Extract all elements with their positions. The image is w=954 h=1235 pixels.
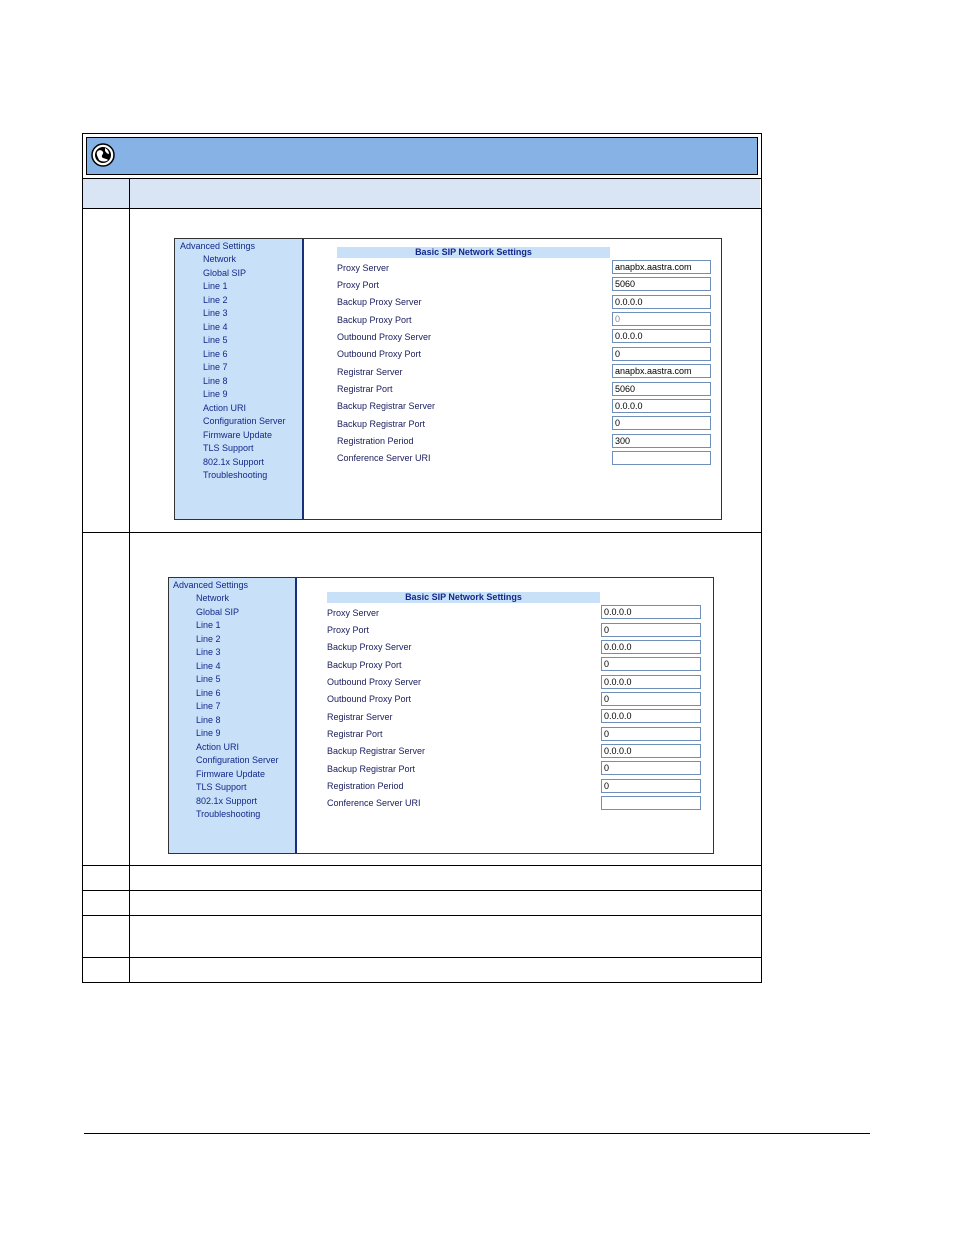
backup-registrar-server-label: Backup Registrar Server [327,746,426,756]
globe-icon [91,143,115,167]
page-footer-rule [84,1133,870,1134]
outbound-proxy-port-label: Outbound Proxy Port [327,694,412,704]
sidebar-item-action-uri[interactable]: Action URI [203,403,247,413]
proxy-port-label: Proxy Port [327,625,370,635]
sidebar-item-line-8[interactable]: Line 8 [203,376,228,386]
backup-registrar-server-label: Backup Registrar Server [337,401,436,411]
backup-registrar-server-input[interactable]: 0.0.0.0 [612,399,711,413]
outbound-proxy-port-label: Outbound Proxy Port [337,349,422,359]
backup-proxy-server-input[interactable]: 0.0.0.0 [612,295,711,309]
sidebar-item-firmware-update[interactable]: Firmware Update [196,769,266,779]
sidebar-item-line-3[interactable]: Line 3 [196,647,221,657]
proxy-port-input[interactable]: 5060 [612,277,711,291]
registrar-port-input[interactable]: 0 [601,727,701,741]
registrar-server-label: Registrar Server [337,367,403,377]
sidebar-item-action-uri[interactable]: Action URI [196,742,240,752]
conference-server-uri-label: Conference Server URI [327,798,421,808]
backup-registrar-port-input[interactable]: 0 [612,416,711,430]
settings-screenshot-2 [168,577,714,854]
registration-period-label: Registration Period [337,436,414,446]
outbound-proxy-server-label: Outbound Proxy Server [327,677,422,687]
sidebar-nav [175,239,304,519]
backup-proxy-port-label: Backup Proxy Port [327,660,402,670]
backup-proxy-server-input[interactable]: 0.0.0.0 [601,640,701,654]
sidebar-nav [169,578,297,853]
row-divider [82,208,761,209]
backup-registrar-server-input[interactable]: 0.0.0.0 [601,744,701,758]
outbound-proxy-port-input[interactable]: 0 [612,347,711,361]
sidebar-item-line-9[interactable]: Line 9 [203,389,228,399]
proxy-server-label: Proxy Server [337,263,390,273]
registrar-server-input[interactable]: 0.0.0.0 [601,709,701,723]
proxy-server-label: Proxy Server [327,608,380,618]
row-divider [82,532,761,533]
backup-proxy-port-label: Backup Proxy Port [337,315,412,325]
backup-proxy-port-input[interactable]: 0 [612,312,711,326]
sidebar-item-global-sip[interactable]: Global SIP [203,268,247,278]
table-header-band [86,137,758,175]
conference-server-uri-label: Conference Server URI [337,453,431,463]
sidebar-item-line-2[interactable]: Line 2 [203,295,228,305]
conference-server-uri-input[interactable] [601,796,701,810]
sidebar-item-line-5[interactable]: Line 5 [196,674,221,684]
row-divider [82,890,761,891]
sidebar-item-802-1x-support[interactable]: 802.1x Support [196,796,258,806]
sidebar-item-line-8[interactable]: Line 8 [196,715,221,725]
sidebar-item-line-6[interactable]: Line 6 [196,688,221,698]
sidebar-item-line-1[interactable]: Line 1 [196,620,221,630]
sidebar-item-global-sip[interactable]: Global SIP [196,607,240,617]
registration-period-label: Registration Period [327,781,404,791]
sidebar-item-line-4[interactable]: Line 4 [203,322,228,332]
sidebar-item-line-7[interactable]: Line 7 [196,701,221,711]
registration-period-input[interactable]: 0 [601,779,701,793]
sidebar-item-tls-support[interactable]: TLS Support [196,782,247,792]
backup-registrar-port-input[interactable]: 0 [601,761,701,775]
outbound-proxy-server-input[interactable]: 0.0.0.0 [601,675,701,689]
sidebar-item-troubleshooting[interactable]: Troubleshooting [196,809,261,819]
section-title: Basic SIP Network Settings [337,247,610,258]
proxy-port-input[interactable]: 0 [601,623,701,637]
sidebar-item-line-1[interactable]: Line 1 [203,281,228,291]
sidebar-item-configuration-server[interactable]: Configuration Server [196,755,279,765]
sidebar-item-line-6[interactable]: Line 6 [203,349,228,359]
proxy-port-label: Proxy Port [337,280,380,290]
sidebar-title[interactable]: Advanced Settings [180,241,256,251]
settings-screenshot-1 [174,238,722,520]
outbound-proxy-server-label: Outbound Proxy Server [337,332,432,342]
backup-proxy-port-input[interactable]: 0 [601,657,701,671]
sidebar-item-network[interactable]: Network [203,254,237,264]
registration-period-input[interactable]: 300 [612,434,711,448]
outbound-proxy-port-input[interactable]: 0 [601,692,701,706]
conference-server-uri-input[interactable] [612,451,711,465]
registrar-port-label: Registrar Port [327,729,383,739]
sidebar-item-tls-support[interactable]: TLS Support [203,443,254,453]
sidebar-item-line-4[interactable]: Line 4 [196,661,221,671]
registrar-server-input[interactable]: anapbx.aastra.com [612,364,711,378]
sidebar-title[interactable]: Advanced Settings [173,580,249,590]
section-title: Basic SIP Network Settings [327,592,600,603]
registrar-server-label: Registrar Server [327,712,393,722]
proxy-server-input[interactable]: anapbx.aastra.com [612,260,711,274]
backup-proxy-server-label: Backup Proxy Server [337,297,422,307]
registrar-port-label: Registrar Port [337,384,393,394]
sidebar-item-line-2[interactable]: Line 2 [196,634,221,644]
sidebar-item-line-3[interactable]: Line 3 [203,308,228,318]
table-subheader [83,178,760,208]
backup-registrar-port-label: Backup Registrar Port [327,764,416,774]
row-divider [82,865,761,866]
backup-registrar-port-label: Backup Registrar Port [337,419,426,429]
sidebar-item-troubleshooting[interactable]: Troubleshooting [203,470,268,480]
sidebar-item-configuration-server[interactable]: Configuration Server [203,416,286,426]
row-divider [82,957,761,958]
column-divider [129,178,130,982]
sidebar-item-line-5[interactable]: Line 5 [203,335,228,345]
proxy-server-input[interactable]: 0.0.0.0 [601,605,701,619]
outbound-proxy-server-input[interactable]: 0.0.0.0 [612,329,711,343]
row-divider [82,178,761,179]
sidebar-item-802-1x-support[interactable]: 802.1x Support [203,457,265,467]
sidebar-item-line-7[interactable]: Line 7 [203,362,228,372]
sidebar-item-firmware-update[interactable]: Firmware Update [203,430,273,440]
row-divider [82,915,761,916]
sidebar-item-line-9[interactable]: Line 9 [196,728,221,738]
registrar-port-input[interactable]: 5060 [612,382,711,396]
sidebar-item-network[interactable]: Network [196,593,230,603]
backup-proxy-server-label: Backup Proxy Server [327,642,412,652]
